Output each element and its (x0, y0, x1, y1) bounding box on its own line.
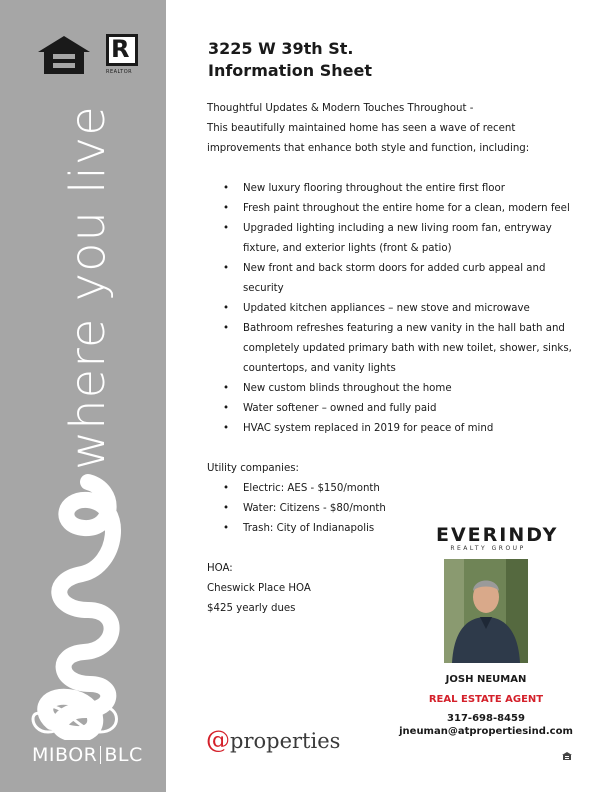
list-item: • Upgraded lighting including a new living room fan, entryway fixture, and exterior lights (front & patio) (207, 219, 577, 259)
updates-list (207, 179, 577, 439)
equal-housing-small-icon (562, 752, 572, 760)
list-item: • New custom blinds throughout the home (207, 379, 577, 399)
mibor-blc-logo (32, 744, 143, 766)
realtor-r-icon: R (111, 35, 130, 63)
at-properties-logo (206, 726, 340, 754)
at-symbol-icon: @ (206, 726, 230, 754)
intro-body: This beautifully maintained home has seen a wave of recent improvements that enhance both style and function, including: (207, 123, 530, 154)
everindy-logo (436, 524, 559, 552)
property-address: 3225 W 39th St. (208, 39, 354, 58)
list-item: • Trash: City of Indianapolis (207, 519, 587, 539)
agent-photo (444, 559, 528, 663)
intro-heading: Thoughtful Updates & Modern Touches Throughout - (207, 103, 474, 114)
list-item: • Water softener – owned and fully paid (207, 399, 577, 419)
list-item: • Electric: AES - $150/month (207, 479, 587, 499)
agent-title: REAL ESTATE AGENT (428, 694, 544, 705)
agent-email[interactable]: jneuman@atpropertiesind.com (399, 726, 573, 737)
list-item: • Fresh paint throughout the entire home for a clean, modern feel (207, 199, 577, 219)
mibor-text: MIBOR (32, 744, 98, 766)
brokerage-group: REALTY GROUP (450, 545, 526, 552)
agent-name: JOSH NEUMAN (445, 674, 527, 685)
blc-text: BLC (104, 744, 143, 766)
properties-wordmark: properties (230, 729, 341, 753)
list-item: • HVAC system replaced in 2019 for peace of mind (207, 419, 577, 439)
logo-divider (100, 746, 101, 764)
brokerage-name: EVERINDY (436, 524, 559, 546)
agent-phone[interactable]: 317-698-8459 (447, 713, 525, 724)
utilities-heading: Utility companies: (207, 463, 299, 474)
list-item: • Bathroom refreshes featuring a new vanity in the hall bath and completely updated primary bath with new toilet, shower, sinks, countertops, and vanity lights (207, 319, 577, 379)
love-script-graphic (18, 470, 138, 740)
list-item: • Water: Citizens - $80/month (207, 499, 587, 519)
sidebar-tagline: where you live (60, 105, 116, 470)
sheet-subtitle: Information Sheet (208, 61, 373, 80)
hoa-heading: HOA: (207, 563, 233, 574)
page-title (208, 38, 372, 82)
realtor-label: REALTOR (106, 69, 133, 75)
sidebar (0, 0, 166, 792)
list-item: • New luxury flooring throughout the entire first floor (207, 179, 577, 199)
realtor-logo (106, 34, 142, 76)
equal-housing-icon (36, 35, 92, 75)
list-item: • Updated kitchen appliances – new stove and microwave (207, 299, 577, 319)
hoa-name: Cheswick Place HOA (207, 583, 311, 594)
hoa-dues: $425 yearly dues (207, 603, 296, 614)
list-item: • New front and back storm doors for added curb appeal and security (207, 259, 577, 299)
